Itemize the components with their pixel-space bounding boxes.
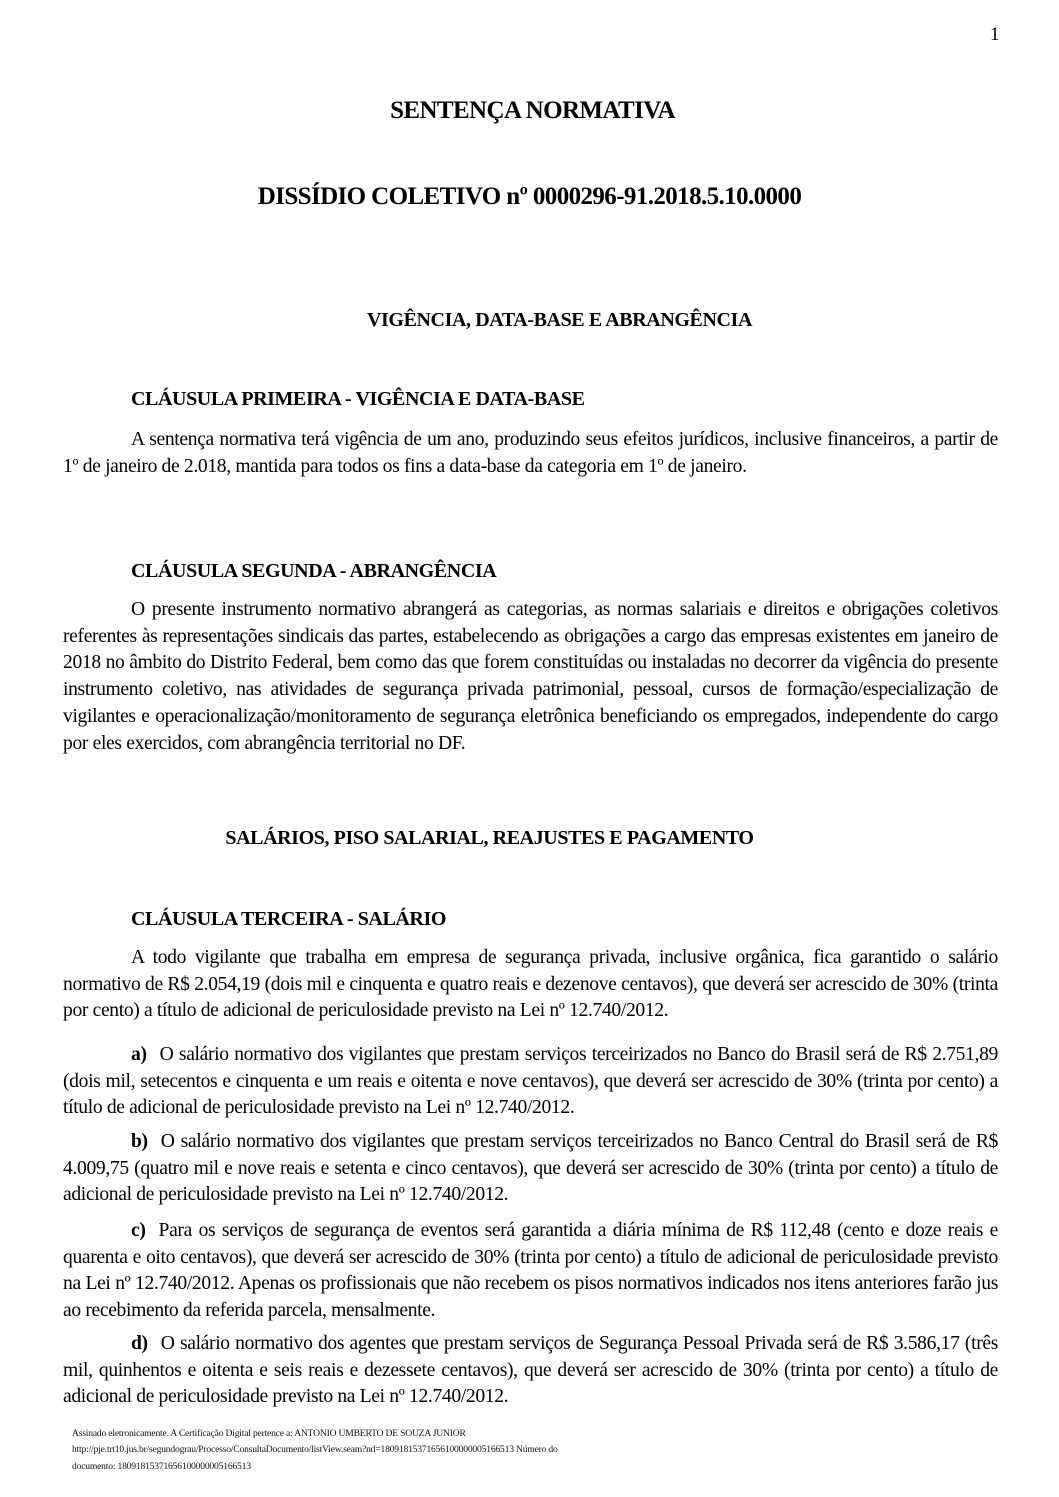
document-title: SENTENÇA NORMATIVA xyxy=(390,97,675,124)
clause-text-segunda xyxy=(63,597,998,757)
clause-item-d xyxy=(63,1331,998,1411)
page-number: 1 xyxy=(990,24,1000,45)
item-text: O salário normativo dos vigilantes que prestam serviços terceirizados no Banco Central do Brasil será de R$ 4.009,75 (quatro mil e nove reais e setenta e cinco centavos), que deverá ser acrescido de 30% (trinta por cento) a título de adicional de periculosidade previsto na Lei nº 12.740/2012. xyxy=(63,1131,998,1206)
clause-text-primeira xyxy=(63,427,998,480)
item-text: O salário normativo dos agentes que prestam serviços de Segurança Pessoal Privada será de R$ 3.586,17 (três mil, quinhentos e oitenta e seis reais e dezessete centavos), que deverá ser acrescido de 30% (trinta por cento) a título de adicional de periculosidade previsto na Lei nº 12.740/2012. xyxy=(63,1333,998,1408)
clause-item-a xyxy=(63,1042,998,1122)
clause-heading-segunda: CLÁUSULA SEGUNDA - ABRANGÊNCIA xyxy=(131,560,497,582)
document-number: documento: 18091815371656100000005166513 xyxy=(72,1460,251,1472)
section-heading-salarios: SALÁRIOS, PISO SALARIAL, REAJUSTES E PAGAMENTO xyxy=(225,827,754,849)
clause-body: O presente instrumento normativo abrangerá as categorias, as normas salariais e direitos e obrigações coletivos referentes às representações sindicais das partes, estabelecendo as obrigações a cargo das empresas existentes em janeiro de 2018 no âmbito do Distrito Federal, bem como das que forem constituídas ou instaladas no decorrer da vigência do presente instrumento coletivo, nas atividades de segurança privada patrimonial, pessoal, cursos de formação/especialização de vigilantes e operacionalização/monitoramento de segurança eletrônica beneficiando os empregados, independente do cargo por eles exercidos, com abrangência territorial no DF. xyxy=(63,599,998,754)
clause-body: A todo vigilante que trabalha em empresa de segurança privada, inclusive orgânica, fica garantido o salário normativo de R$ 2.054,19 (dois mil e cinquenta e quatro reais e dezenove centavos), que deverá ser acrescido de 30% (trinta por cento) a título de adicional de periculosidade previsto na Lei nº 12.740/2012. xyxy=(63,947,998,1022)
item-label: c) xyxy=(131,1220,146,1241)
item-label: b) xyxy=(131,1131,148,1152)
case-number: DISSÍDIO COLETIVO nº 0000296-91.2018.5.10.0000 xyxy=(257,183,802,210)
item-label: d) xyxy=(131,1333,148,1354)
signature-footer xyxy=(72,1426,632,1475)
signature-line: Assinado eletronicamente. A Certificação Digital pertence a: ANTONIO UMBERTO DE SOUZA JUNIOR xyxy=(72,1428,466,1439)
item-label: a) xyxy=(131,1044,147,1065)
clause-heading-terceira: CLÁUSULA TERCEIRA - SALÁRIO xyxy=(131,908,447,930)
clause-heading-primeira: CLÁUSULA PRIMEIRA - VIGÊNCIA E DATA-BASE xyxy=(131,388,585,410)
item-text: Para os serviços de segurança de eventos será garantida a diária mínima de R$ 112,48 (cento e doze reais e quarenta e oito centavos), que deverá ser acrescido de 30% (trinta por cento) a título de adicional de periculosidade previsto na Lei nº 12.740/2012. Apenas os profissionais que não recebem os pisos normativos indicados nos itens anteriores farão jus ao recebimento da referida parcela, mensalmente. xyxy=(63,1220,998,1322)
clause-item-c xyxy=(63,1218,998,1325)
clause-item-b xyxy=(63,1129,998,1209)
item-text: O salário normativo dos vigilantes que prestam serviços terceirizados no Banco do Brasil será de R$ 2.751,89 (dois mil, setecentos e cinquenta e um reais e oitenta e nove centavos), que deverá ser acrescido de 30% (trinta por cento) a título de adicional de periculosidade previsto na Lei nº 12.740/2012. xyxy=(63,1044,998,1119)
clause-body: A sentença normativa terá vigência de um ano, produzindo seus efeitos jurídicos, inclusive financeiros, a partir de 1º de janeiro de 2.018, mantida para todos os fins a data-base da categoria em 1º de janeiro. xyxy=(63,429,998,477)
clause-text-terceira xyxy=(63,945,998,1025)
document-url-link[interactable]: http://pje.trt10.jus.br/segundograu/Processo/ConsultaDocumento/listView.seam?nd=18091815371656100000005166513 Número do xyxy=(72,1444,558,1456)
section-heading-vigencia: VIGÊNCIA, DATA-BASE E ABRANGÊNCIA xyxy=(366,309,752,331)
